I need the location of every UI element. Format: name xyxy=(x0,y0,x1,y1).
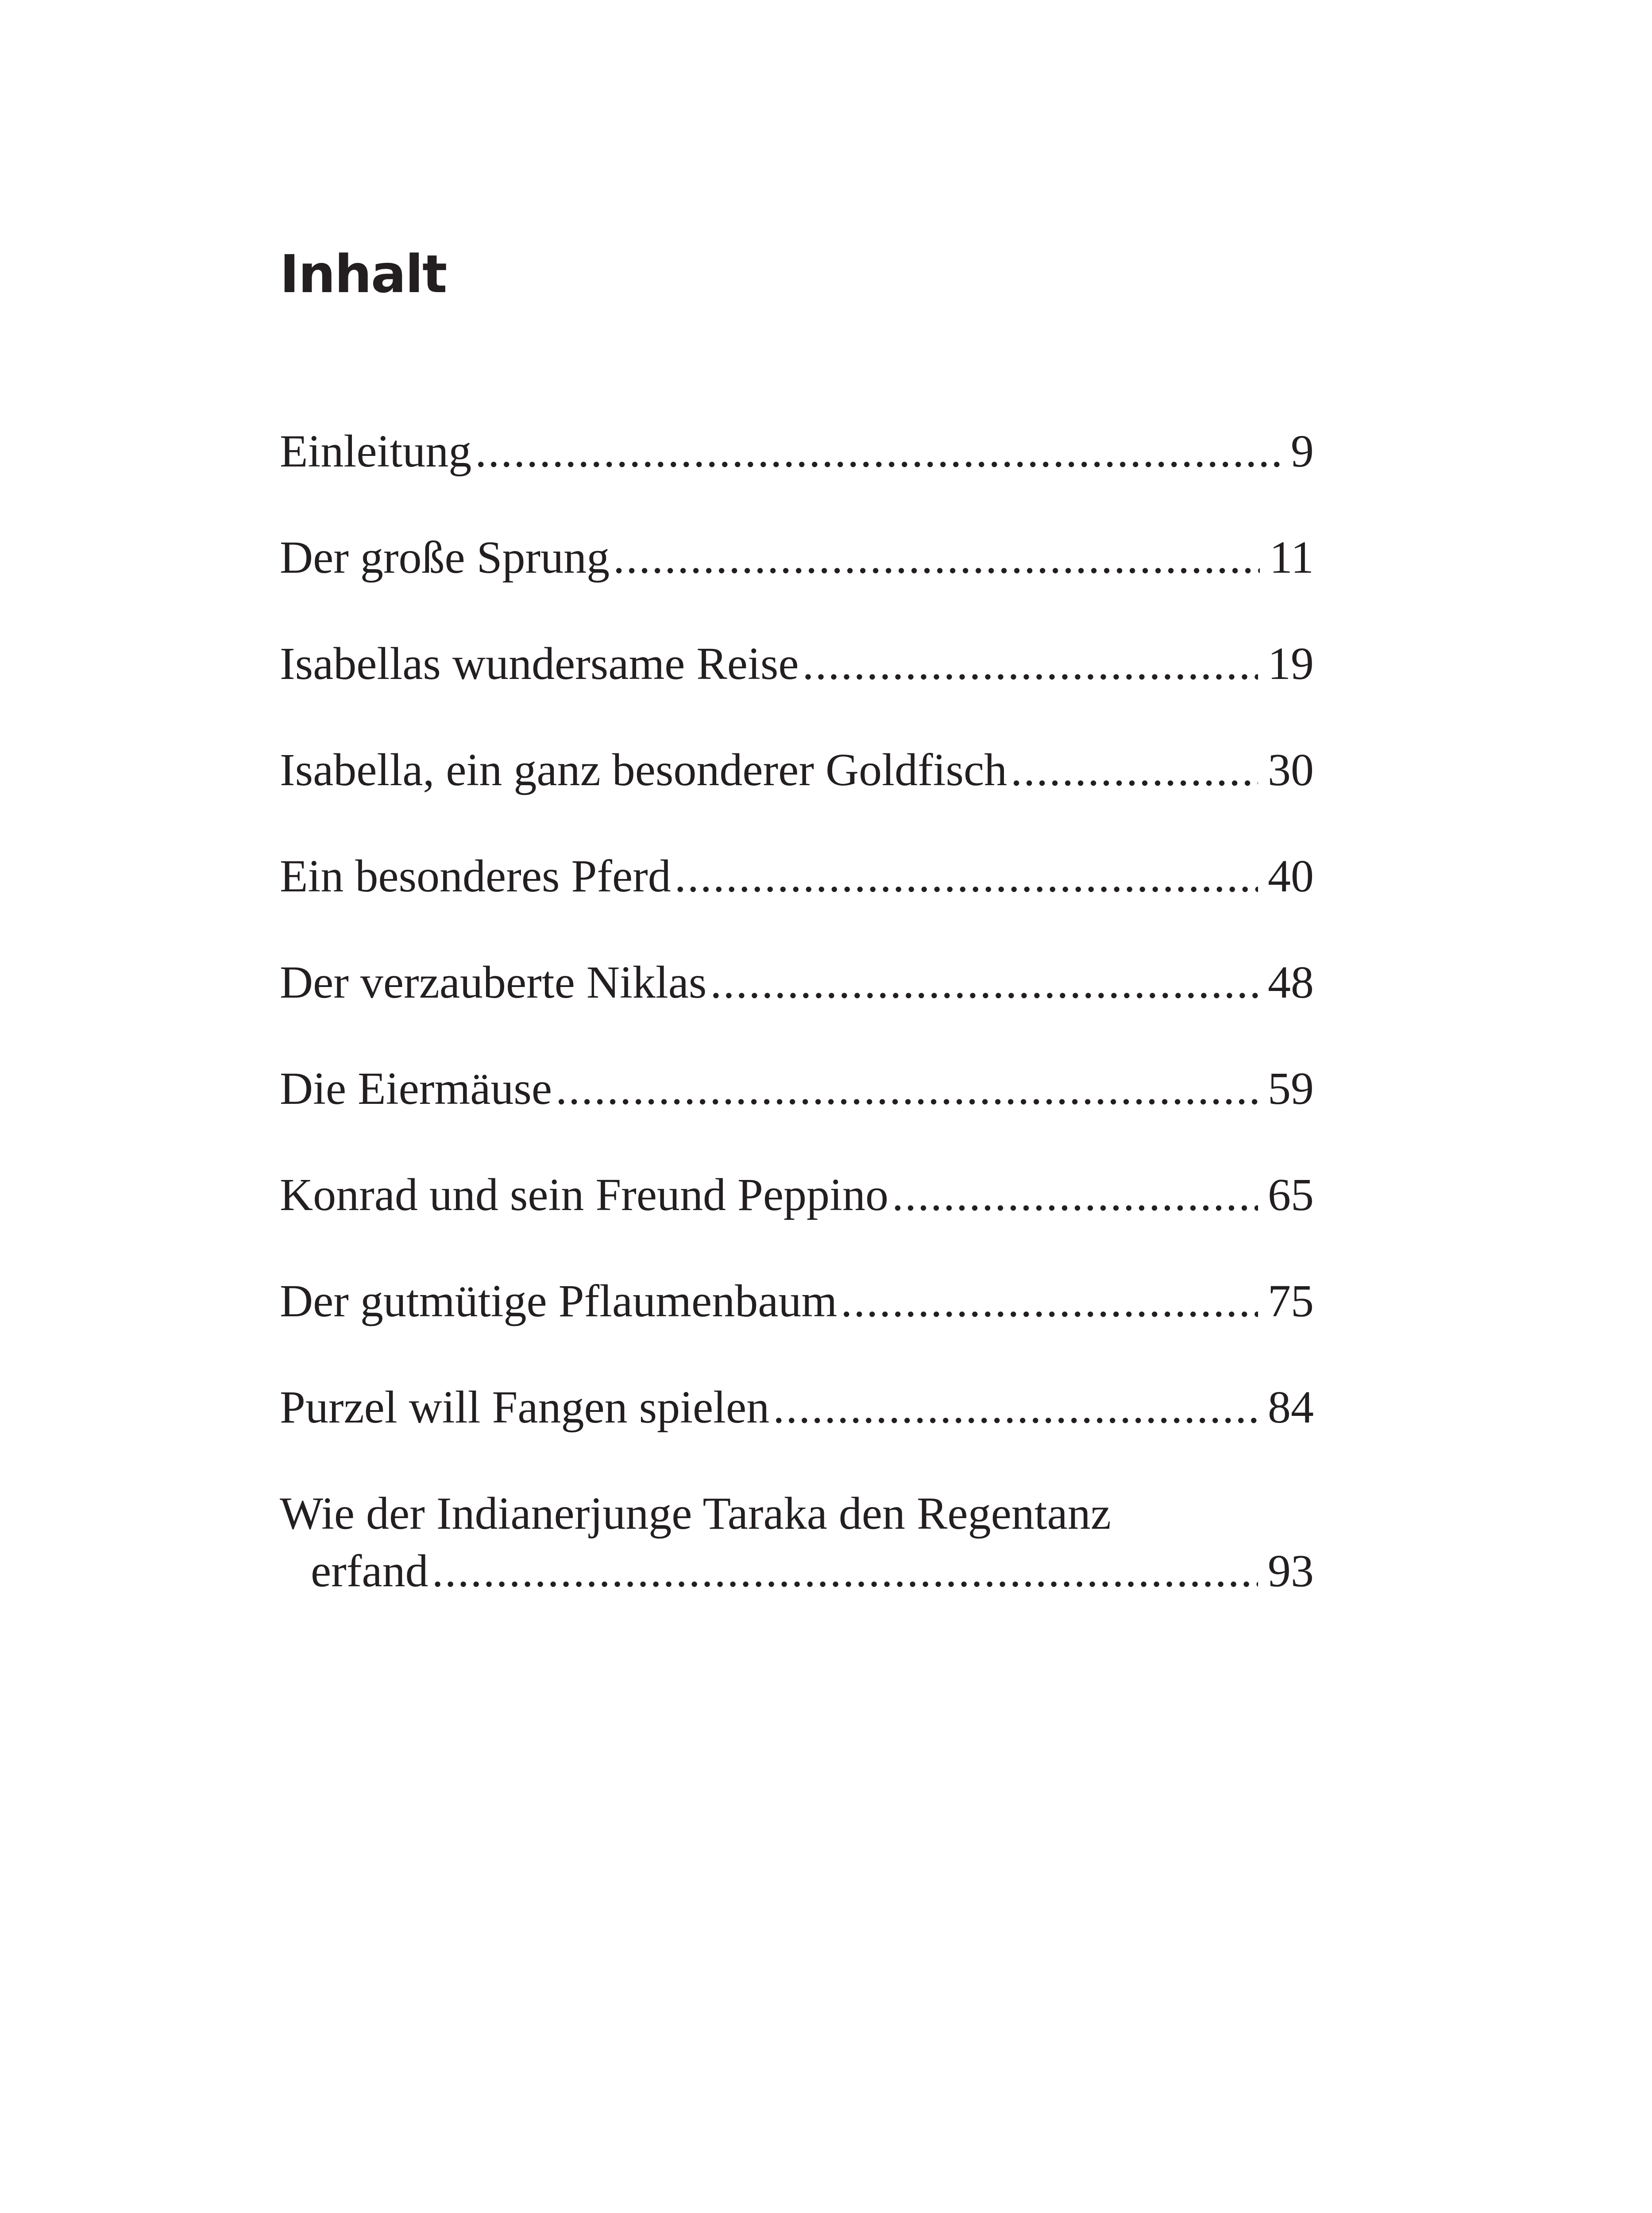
toc-entry xyxy=(280,850,1314,956)
toc-page-number: 19 xyxy=(1268,638,1314,689)
toc-page-number: 65 xyxy=(1268,1169,1314,1220)
dot-leader xyxy=(613,531,1260,584)
toc-entry xyxy=(280,956,1314,1062)
toc-page-number: 30 xyxy=(1268,744,1314,795)
toc-page-number: 40 xyxy=(1268,851,1314,902)
toc-entry xyxy=(280,1062,1314,1168)
toc-page-number: 59 xyxy=(1268,1063,1314,1114)
dot-leader xyxy=(803,637,1258,690)
toc-entry xyxy=(280,1168,1314,1275)
toc-entry-title: Purzel will Fangen spielen xyxy=(280,1382,770,1433)
toc-entry-title: Der verzauberte Niklas xyxy=(280,957,707,1008)
toc-page-number: 75 xyxy=(1268,1276,1314,1326)
toc-entry-title: Isabellas wundersame Reise xyxy=(280,638,799,689)
toc-entry-title: Die Eiermäuse xyxy=(280,1063,552,1114)
toc-entry xyxy=(280,531,1314,637)
dot-leader xyxy=(675,850,1258,903)
dot-leader xyxy=(1011,744,1258,797)
toc-entry-title: Einleitung xyxy=(280,426,472,477)
toc-entry xyxy=(280,637,1314,744)
toc-entry-title: Der große Sprung xyxy=(280,532,610,583)
toc-page-number: 11 xyxy=(1269,532,1314,583)
dot-leader xyxy=(892,1168,1258,1222)
toc-entry-title: Konrad und sein Freund Peppino xyxy=(280,1169,888,1220)
table-of-contents xyxy=(280,425,1314,1602)
dot-leader xyxy=(841,1275,1258,1328)
dot-leader xyxy=(475,425,1281,478)
toc-page-number: 48 xyxy=(1268,957,1314,1008)
toc-entry-title: Wie der Indianerjunge Taraka den Regentanz xyxy=(280,1488,1111,1539)
toc-entry xyxy=(280,1487,1314,1602)
dot-leader xyxy=(556,1062,1258,1115)
toc-entry xyxy=(280,1381,1314,1487)
dot-leader xyxy=(432,1540,1258,1602)
toc-entry-title: Ein besonderes Pferd xyxy=(280,851,671,902)
dot-leader xyxy=(710,956,1258,1009)
toc-entry xyxy=(280,744,1314,850)
toc-entry-continuation xyxy=(280,1540,1314,1602)
toc-page-number: 93 xyxy=(1268,1546,1314,1596)
toc-page-number: 84 xyxy=(1268,1382,1314,1433)
toc-entry-title: Der gutmütige Pflaumenbaum xyxy=(280,1276,838,1326)
toc-entry xyxy=(280,1275,1314,1381)
toc-page-number: 9 xyxy=(1291,426,1314,477)
dot-leader xyxy=(773,1381,1258,1434)
toc-entry-title: Isabella, ein ganz besonderer Goldfisch xyxy=(280,744,1007,795)
page-title: Inhalt xyxy=(280,243,447,305)
toc-entry xyxy=(280,425,1314,531)
toc-entry-title-continued: erfand xyxy=(311,1546,428,1596)
